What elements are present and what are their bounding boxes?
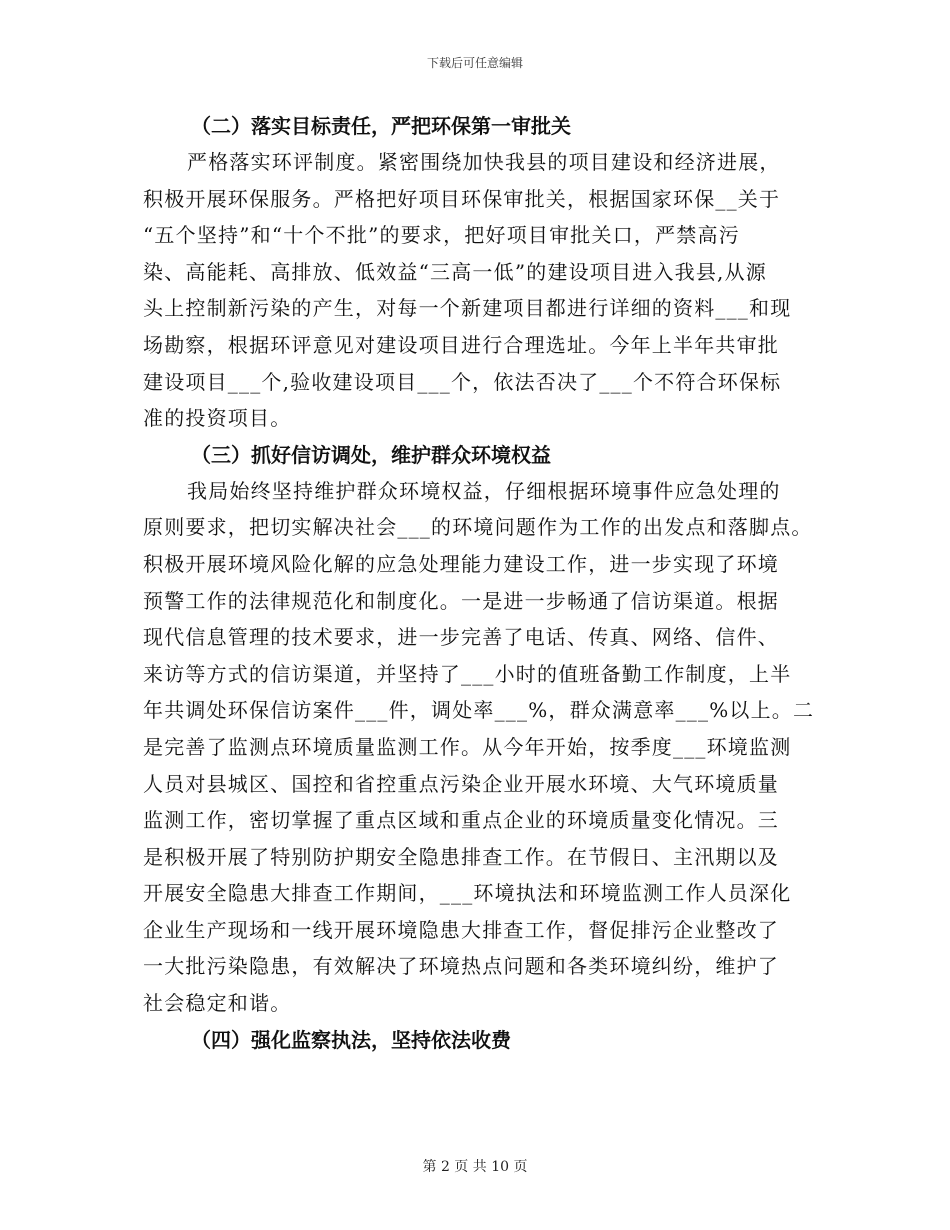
text-line: 我局始终坚持维护群众环境权益，仔细根据环境事件应急处理的 — [187, 478, 781, 503]
text-line: 准的投资项目。 — [143, 406, 292, 431]
paragraph-approval — [143, 144, 833, 437]
text-line: 积极开展环保服务。严格把好项目环保审批关，根据国家环保__关于 — [143, 186, 781, 211]
text-line: “五个坚持”和“十个不批”的要求，把好项目审批关口，严禁高污 — [143, 223, 740, 248]
text-line: 原则要求，把切实解决社会___的环境问题作为工作的出发点和落脚点。 — [143, 515, 813, 540]
text-line: 现代信息管理的技术要求，进一步完善了电话、传真、网络、信件、 — [143, 625, 779, 650]
text-line: 社会稳定和谐。 — [143, 991, 292, 1016]
text-line: 来访等方式的信访渠道，并坚持了___小时的值班备勤工作制度，上半 — [143, 661, 792, 686]
text-line: 染、高能耗、高排放、低效益“三高一低”的建设项目进入我县,从源 — [143, 259, 768, 284]
document-body — [143, 108, 833, 1058]
text-line: 头上控制新污染的产生，对每一个新建项目都进行详细的资料___和现 — [143, 296, 792, 321]
text-line: 开展安全隐患大排查工作期间，___环境执法和环境监测工作人员深化 — [143, 881, 792, 906]
page-number: 第 2 页 共 10 页 — [422, 1159, 528, 1175]
header-note: 下载后可任意编辑 — [426, 56, 523, 70]
section-heading-2: （二）落实目标责任，严把环保第一审批关 — [191, 114, 571, 138]
text-line: 建设项目___个,验收建设项目___个，依法否决了___个不符合环保标 — [143, 369, 782, 394]
text-line: 一大批污染隐患，有效解决了环境热点问题和各类环境纠纷，维护了 — [143, 954, 779, 979]
section-heading-3: （三）抓好信访调处，维护群众环境权益 — [191, 442, 551, 467]
text-line: 是积极开展了特别防护期安全隐患排查工作。在节假日、主汛期以及 — [143, 844, 779, 869]
paragraph-petition — [143, 473, 833, 1022]
section-heading-4: （四）强化监察执法，坚持依法收费 — [191, 1027, 511, 1052]
text-line: 积极开展环境风险化解的应急处理能力建设工作，进一步实现了环境 — [143, 551, 779, 576]
text-line: 人员对县城区、国控和省控重点污染企业开展水环境、大气环境质量 — [143, 771, 779, 796]
text-line: 是完善了监测点环境质量监测工作。从今年开始，按季度___环境监测 — [143, 734, 792, 759]
text-line: 企业生产现场和一线开展环境隐患大排查工作，督促排污企业整改了 — [143, 917, 779, 942]
text-line: 预警工作的法律规范化和制度化。一是进一步畅通了信访渠道。根据 — [143, 588, 779, 613]
text-line: 场勘察，根据环评意见对建设项目进行合理选址。今年上半年共审批 — [143, 332, 779, 357]
text-line: 严格落实环评制度。紧密围绕加快我县的项目建设和经济进展， — [187, 150, 781, 174]
text-line: 监测工作，密切掌握了重点区域和重点企业的环境质量变化情况。三 — [143, 808, 779, 833]
text-line: 年共调处环保信访案件___件，调处率___%，群众满意率___%以上。二 — [143, 698, 815, 723]
